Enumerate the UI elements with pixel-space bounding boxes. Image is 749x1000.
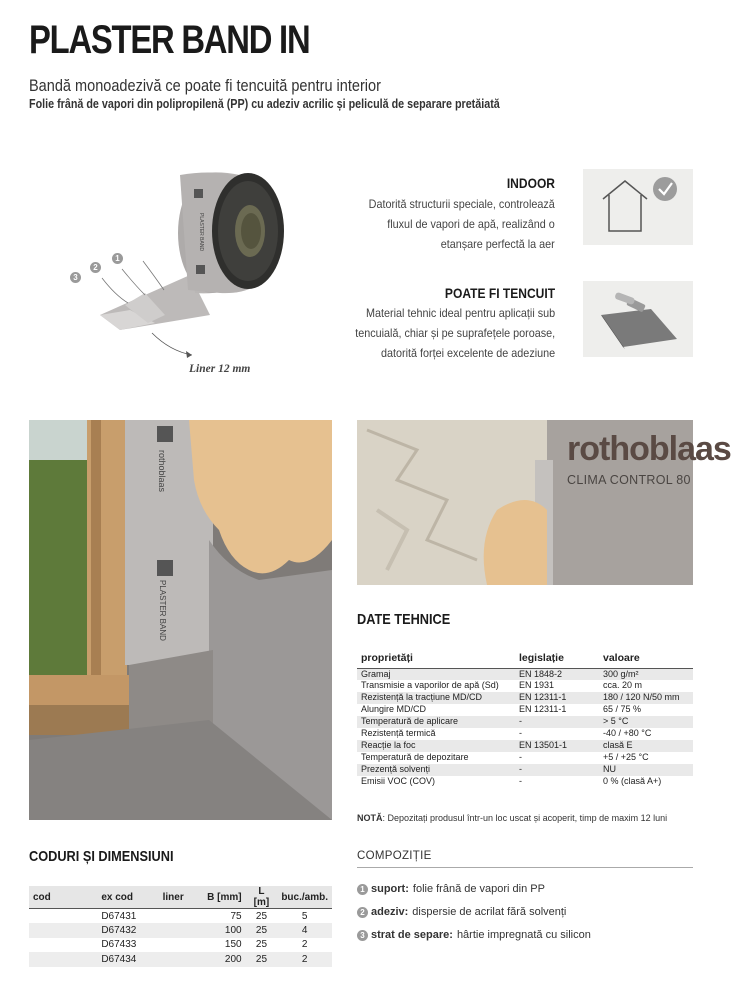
table-row: Reacție la foc EN 13501-1 clasă E bbox=[357, 740, 693, 752]
tech-header-value: valoare bbox=[599, 651, 693, 668]
wall-product-text: CLIMA CONTROL 80 bbox=[567, 473, 691, 487]
marker-3: 3 bbox=[70, 272, 81, 283]
composition-divider bbox=[357, 867, 693, 868]
codes-header-excod: ex cod bbox=[97, 886, 158, 909]
table-row: Rezistență la tracțiune MD/CD EN 12311-1 180 / 120 N/50 mm bbox=[357, 692, 693, 704]
table-row: Rezistență termică - -40 / +80 °C bbox=[361, 728, 652, 739]
roll-print-text: PLASTER BAND bbox=[198, 213, 204, 252]
codes-table bbox=[29, 886, 332, 967]
wall-brand-text: rothoblaas bbox=[567, 430, 731, 468]
liner-label: Liner 12 mm bbox=[189, 363, 251, 375]
tech-section-title: DATE TEHNICE bbox=[357, 611, 451, 628]
house-check-icon bbox=[583, 169, 693, 245]
codes-header-liner: liner bbox=[159, 886, 197, 909]
composition-item-1: 1 suport: folie frână de vapori din PP bbox=[357, 883, 545, 895]
codes-header-l: L [m] bbox=[246, 886, 278, 909]
product-roll-illustration bbox=[70, 165, 300, 385]
table-row: Prezență solvenți - NU bbox=[357, 764, 693, 776]
table-row: Gramaj EN 1848-2 300 g/m² bbox=[357, 668, 693, 680]
tape-brand-text: rothoblaas bbox=[157, 450, 167, 493]
table-row: Emisii VOC (COV) - 0 % (clasă A+) bbox=[361, 775, 662, 786]
feature-plaster-title: POATE FI TENCUIT bbox=[444, 285, 555, 301]
page-title: PLASTER BAND IN bbox=[29, 18, 310, 62]
tech-header-property: proprietăți bbox=[357, 651, 515, 668]
table-row: D67434 200 25 2 bbox=[29, 952, 332, 967]
feature-plaster-text: Material tehnic ideal pentru aplicații sub tencuială, chiar și pe suprafețele poroase, datorită forței excelente de adeziune bbox=[355, 306, 555, 360]
codes-header-cod: cod bbox=[29, 886, 97, 909]
tape-print-text: PLASTER BAND bbox=[158, 580, 167, 641]
table-row: Alungire MD/CD EN 12311-1 65 / 75 % bbox=[361, 704, 642, 715]
feature-indoor-title: INDOOR bbox=[506, 175, 555, 191]
table-row: D67431 75 25 5 bbox=[101, 910, 308, 922]
application-photo-wall bbox=[357, 420, 731, 585]
table-row: Temperatură de aplicare - > 5 °C bbox=[357, 716, 693, 728]
application-photo-window bbox=[29, 420, 332, 820]
trowel-icon bbox=[583, 281, 693, 357]
table-row: D67433 150 25 2 bbox=[101, 939, 308, 951]
codes-header-b: B [mm] bbox=[196, 886, 245, 909]
composition-item-3: 3 strat de separe: hârtie impregnată cu silicon bbox=[357, 929, 591, 941]
page-description: Folie frână de vapori din polipropilenă (PP) cu adeziv acrilic și peliculă de separare pretăiată bbox=[29, 97, 500, 111]
codes-header-buc: buc./amb. bbox=[277, 886, 332, 909]
table-row: Transmisie a vaporilor de apă (Sd) EN 1931 cca. 20 m bbox=[361, 680, 643, 691]
marker-1: 1 bbox=[112, 253, 123, 264]
composition-title: COMPOZIȚIE bbox=[357, 850, 432, 862]
tech-data-table bbox=[357, 651, 693, 788]
feature-indoor-text: Datorită structurii speciale, controlează fluxul de vapori de apă, realizând o etanșare perfectă la aer bbox=[368, 197, 555, 251]
composition-item-2: 2 adeziv: dispersie de acrilat fără solvenți bbox=[357, 906, 566, 918]
codes-section-title: CODURI ȘI DIMENSIUNI bbox=[29, 848, 174, 865]
table-row: Temperatură de depozitare - +5 / +25 °C bbox=[361, 751, 649, 762]
tech-header-legislation: legislație bbox=[515, 651, 599, 668]
marker-2: 2 bbox=[90, 262, 101, 273]
tech-note: NOTĂ: Depozitați produsul într-un loc uscat și acoperit, timp de maxim 12 luni bbox=[357, 813, 668, 823]
table-row: D67432 100 25 4 bbox=[29, 923, 332, 938]
page-subtitle: Bandă monoadezivă ce poate fi tencuită pentru interior bbox=[29, 77, 381, 95]
